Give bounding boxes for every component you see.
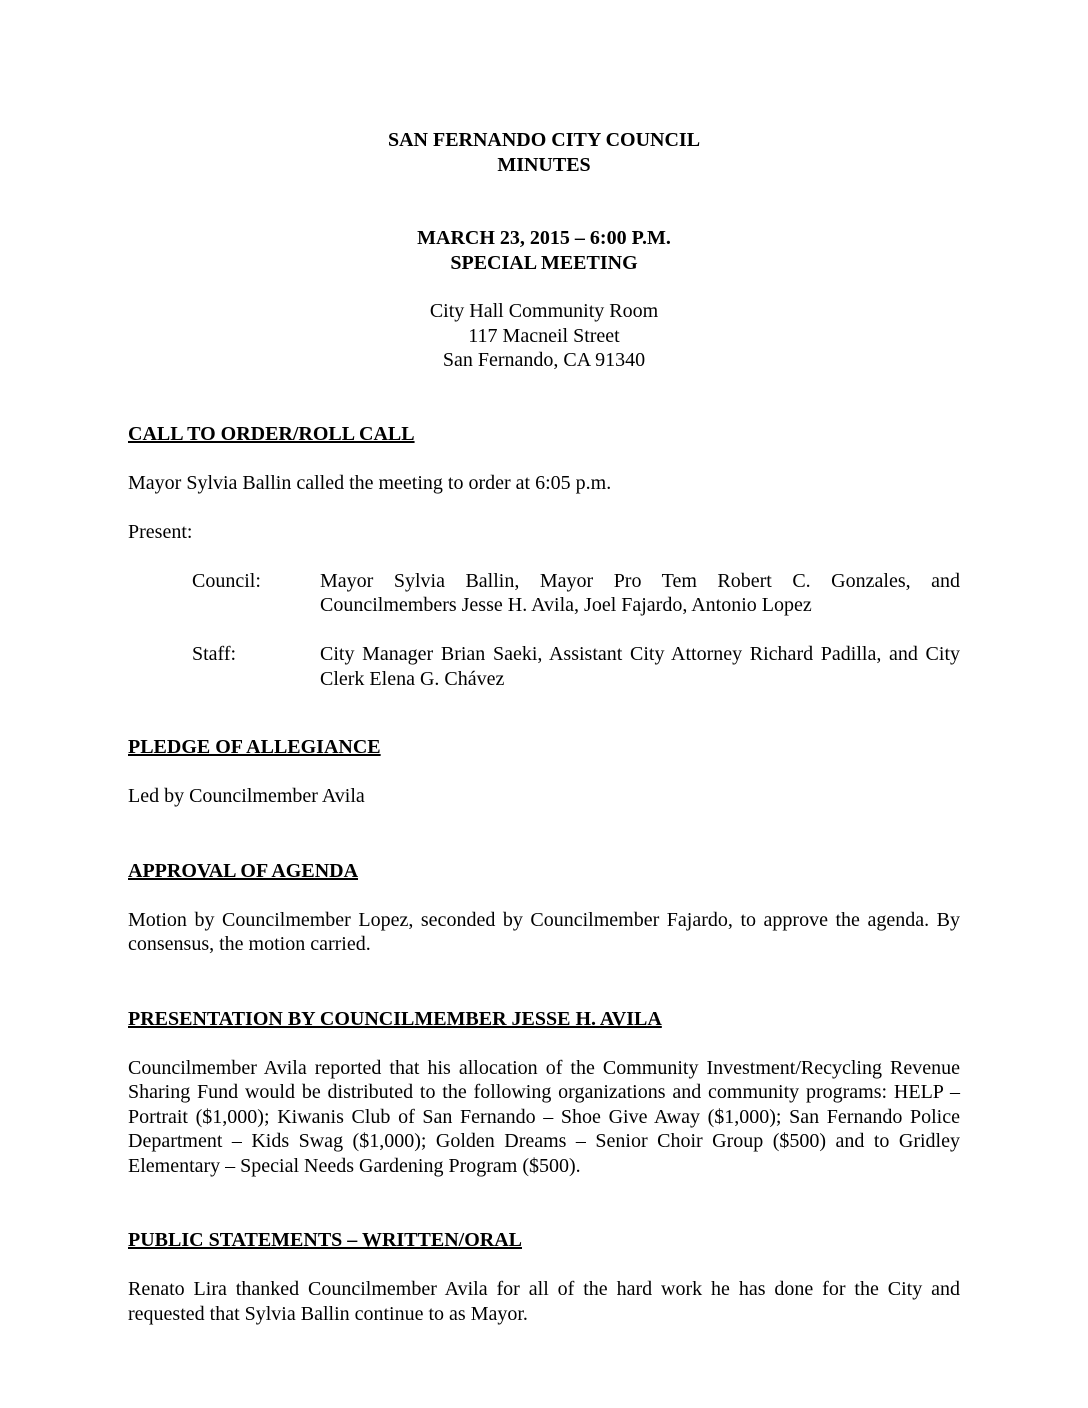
presentation-text: Councilmember Avila reported that his allocation of the Community Investment/Recycling Revenue Sharing Fund would be distributed to the following organizations and community programs: HELP – Portrait ($1,000); Kiwanis Club of San Fernando – Shoe Give Away ($1,000); San Fernando Police Department – Kids Swag ($1,000); Golden Dreams – Senior Choir Group ($500) and to Gridley Elementary – Special Needs Gardening Program ($500).: [128, 1056, 960, 1177]
staff-roll-row: [192, 642, 960, 691]
meeting-location: [128, 299, 960, 373]
section-heading-call-to-order: CALL TO ORDER/ROLL CALL: [128, 422, 415, 445]
approval-text: Motion by Councilmember Lopez, seconded by Councilmember Fajardo, to approve the agenda. By consensus, the motion carried.: [128, 908, 960, 955]
council-label: Council:: [192, 569, 261, 592]
meeting-date: MARCH 23, 2015 – 6:00 P.M.: [417, 227, 671, 249]
section-heading-public-statements: PUBLIC STATEMENTS – WRITTEN/ORAL: [128, 1229, 522, 1251]
staff-members-text: City Manager Brian Saeki, Assistant City Attorney Richard Padilla, and City Clerk Elena G. Chávez: [320, 643, 960, 690]
minutes-content: [128, 128, 960, 1326]
location-line: City Hall Community Room: [429, 300, 659, 322]
council-name: SAN FERNANDO CITY COUNCIL: [387, 129, 701, 151]
present-label: Present:: [128, 520, 193, 543]
section-heading-approval: APPROVAL OF AGENDA: [128, 859, 359, 882]
minutes-label: MINUTES: [497, 153, 591, 176]
staff-label: Staff:: [192, 643, 237, 665]
call-to-order-text: Mayor Sylvia Ballin called the meeting to order at 6:05 p.m.: [128, 471, 612, 494]
public-statements-text: Renato Lira thanked Councilmember Avila for all of the hard work he has done for the City and requested that Sylvia Ballin continue to as Mayor.: [128, 1278, 960, 1325]
council-members-text: Mayor Sylvia Ballin, Mayor Pro Tem Robert C. Gonzales, and Councilmembers Jesse H. Avila, Joel Fajardo, Antonio Lopez: [320, 569, 960, 616]
document-title: [128, 128, 960, 177]
meeting-date-block: [128, 226, 960, 275]
section-heading-presentation: PRESENTATION BY COUNCILMEMBER JESSE H. AVILA: [128, 1007, 662, 1030]
section-heading-pledge: PLEDGE OF ALLEGIANCE: [128, 736, 381, 758]
pledge-text: Led by Councilmember Avila: [128, 785, 365, 807]
meeting-type: SPECIAL MEETING: [450, 251, 638, 274]
location-line: 117 Macneil Street: [468, 324, 620, 347]
council-roll-row: [192, 569, 960, 618]
location-line: San Fernando, CA 91340: [442, 349, 646, 371]
